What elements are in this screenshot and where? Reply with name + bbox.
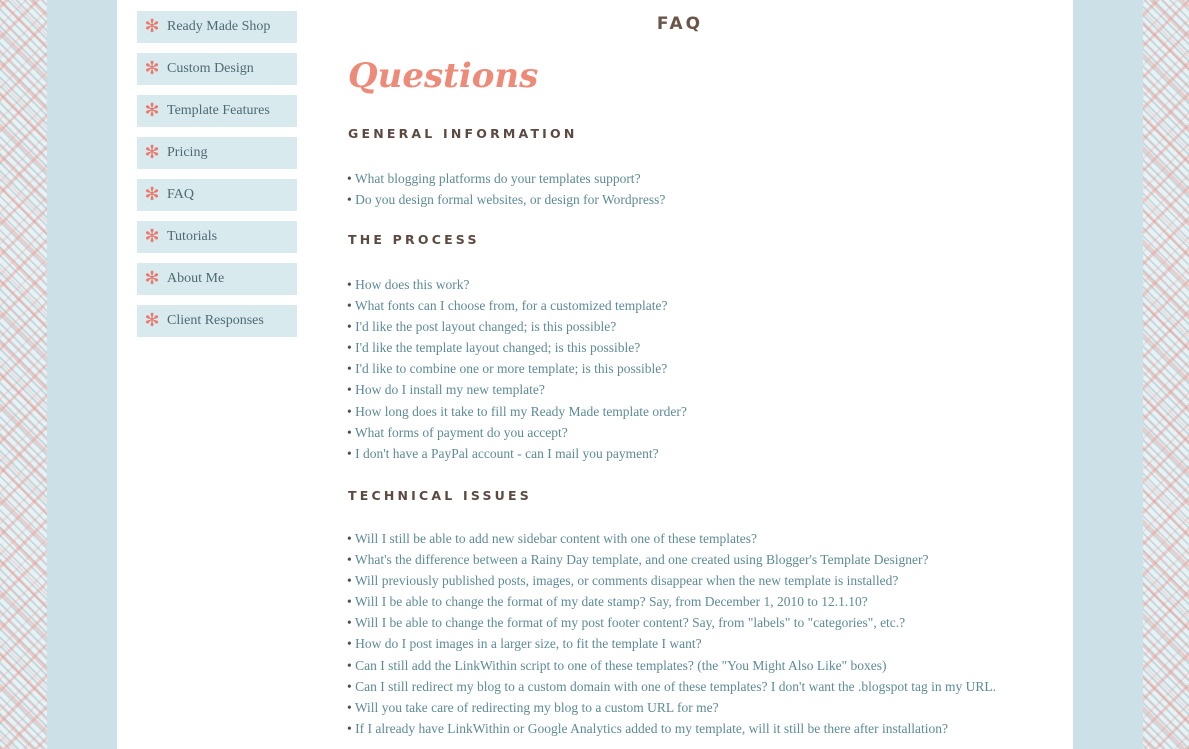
asterisk-icon: ✻ bbox=[144, 310, 160, 331]
page-title: FAQ bbox=[656, 14, 704, 34]
question-link[interactable]: How do I install my new template? bbox=[355, 382, 545, 398]
question-link[interactable]: I'd like to combine one or more template; is this possible? bbox=[355, 361, 668, 377]
question-link[interactable]: Will I be able to change the format of my post footer content? Say, from "labels" to "categories", etc.? bbox=[354, 615, 906, 631]
questions-heading: Questions bbox=[348, 56, 539, 96]
sidebar-item-ready-made-shop[interactable] bbox=[137, 11, 297, 43]
list-item: • Will previously published posts, images, or comments disappear when the new template is installed? bbox=[347, 573, 899, 589]
question-link[interactable]: How long does it take to fill my Ready Made template order? bbox=[355, 403, 687, 419]
sidebar-item-tutorials[interactable] bbox=[137, 221, 297, 253]
asterisk-icon: ✻ bbox=[144, 100, 160, 121]
section-heading-the-process: THE PROCESS bbox=[348, 232, 480, 247]
list-item: • Will I still be able to add new sidebar content with one of these templates? bbox=[347, 531, 757, 546]
section-heading-general-information: GENERAL INFORMATION bbox=[348, 126, 578, 141]
sidebar-item-label: Tutorials bbox=[167, 229, 218, 244]
list-item: • How does this work? bbox=[347, 277, 470, 292]
sidebar-item-label: Pricing bbox=[167, 145, 208, 160]
list-item: • I'd like the post layout changed; is this possible? bbox=[347, 319, 617, 335]
question-link[interactable]: Can I still redirect my blog to a custom domain with one of these templates? I don't want the .blogspot tag in my URL. bbox=[355, 678, 997, 694]
question-list-technical bbox=[347, 528, 1015, 739]
list-item: • What blogging platforms do your templates support? bbox=[347, 171, 641, 186]
sidebar-item-label: Custom Design bbox=[167, 61, 254, 76]
list-item: • Will I be able to change the format of my date stamp? Say, from December 1, 2010 to 12.1.10? bbox=[347, 594, 868, 610]
sidebar-item-label: Ready Made Shop bbox=[167, 19, 271, 34]
question-link[interactable]: What's the difference between a Rainy Day template, and one created using Blogger's Template Designer? bbox=[354, 552, 929, 568]
question-link[interactable]: Will I still be able to add new sidebar content with one of these templates? bbox=[354, 531, 757, 546]
list-item: • Can I still redirect my blog to a custom domain with one of these templates? I don't want the .blogspot tag in my URL. bbox=[347, 678, 997, 694]
question-link[interactable]: I'd like the template layout changed; is this possible? bbox=[355, 340, 641, 356]
question-link[interactable]: I'd like the post layout changed; is this possible? bbox=[355, 319, 617, 335]
list-item: • If I already have LinkWithin or Google Analytics added to my template, will it still be there after installation? bbox=[347, 720, 949, 736]
sidebar-item-template-features[interactable] bbox=[137, 95, 297, 127]
list-item: • Can I still add the LinkWithin script to one of these templates? (the "You Might Also Like" boxes) bbox=[347, 657, 887, 673]
sidebar-item-label: About Me bbox=[167, 271, 225, 286]
asterisk-icon: ✻ bbox=[144, 58, 160, 79]
list-item: • Will I be able to change the format of my post footer content? Say, from "labels" to "categories", etc.? bbox=[347, 615, 906, 631]
question-link[interactable]: If I already have LinkWithin or Google Analytics added to my template, will it still be there after installation? bbox=[355, 720, 949, 736]
list-item: • How do I post images in a larger size, to fit the template I want? bbox=[347, 636, 702, 652]
asterisk-icon: ✻ bbox=[144, 184, 160, 205]
list-item: • I'd like to combine one or more template; is this possible? bbox=[347, 361, 668, 377]
sidebar-item-label: FAQ bbox=[167, 187, 194, 202]
question-link[interactable]: What fonts can I choose from, for a customized template? bbox=[354, 298, 668, 314]
sidebar-nav bbox=[137, 11, 297, 347]
question-link[interactable]: How does this work? bbox=[355, 277, 470, 292]
sidebar-item-pricing[interactable] bbox=[137, 137, 297, 169]
list-item: • I don't have a PayPal account - can I mail you payment? bbox=[347, 445, 659, 461]
asterisk-icon: ✻ bbox=[144, 268, 160, 289]
sidebar-item-custom-design[interactable] bbox=[137, 53, 297, 85]
sidebar-item-label: Template Features bbox=[167, 103, 270, 118]
asterisk-icon: ✻ bbox=[144, 16, 160, 37]
asterisk-icon: ✻ bbox=[144, 142, 160, 163]
list-item: • What's the difference between a Rainy Day template, and one created using Blogger's Template Designer? bbox=[347, 552, 929, 568]
section-heading-technical-issues: TECHNICAL ISSUES bbox=[348, 488, 532, 503]
question-link[interactable]: How do I post images in a larger size, to fit the template I want? bbox=[355, 636, 702, 652]
list-item: • What forms of payment do you accept? bbox=[347, 424, 568, 440]
question-link[interactable]: I don't have a PayPal account - can I mail you payment? bbox=[355, 445, 659, 461]
question-list-process bbox=[347, 274, 1015, 464]
list-item: • I'd like the template layout changed; is this possible? bbox=[347, 340, 641, 356]
asterisk-icon: ✻ bbox=[144, 226, 160, 247]
list-item: • Do you design formal websites, or design for Wordpress? bbox=[347, 192, 666, 208]
question-list-general bbox=[347, 168, 1015, 210]
list-item: • Will you take care of redirecting my blog to a custom URL for me? bbox=[347, 699, 719, 715]
question-link[interactable]: What blogging platforms do your templates support? bbox=[354, 171, 641, 186]
list-item: • How long does it take to fill my Ready Made template order? bbox=[347, 403, 687, 419]
sidebar-item-label: Client Responses bbox=[167, 313, 264, 328]
question-link[interactable]: Will previously published posts, images, or comments disappear when the new template is installed? bbox=[354, 573, 899, 589]
sidebar-item-faq[interactable] bbox=[137, 179, 297, 211]
question-link[interactable]: Will you take care of redirecting my blog to a custom URL for me? bbox=[354, 699, 719, 715]
sidebar-item-client-responses[interactable] bbox=[137, 305, 297, 337]
sidebar-item-about-me[interactable] bbox=[137, 263, 297, 295]
question-link[interactable]: Do you design formal websites, or design for Wordpress? bbox=[355, 192, 666, 208]
list-item: • How do I install my new template? bbox=[347, 382, 545, 398]
question-link[interactable]: Will I be able to change the format of my date stamp? Say, from December 1, 2010 to 12.1.10? bbox=[354, 594, 868, 610]
list-item: • What fonts can I choose from, for a customized template? bbox=[347, 298, 668, 314]
question-link[interactable]: Can I still add the LinkWithin script to one of these templates? (the "You Might Also Like" boxes) bbox=[355, 657, 887, 673]
question-link[interactable]: What forms of payment do you accept? bbox=[354, 424, 568, 440]
